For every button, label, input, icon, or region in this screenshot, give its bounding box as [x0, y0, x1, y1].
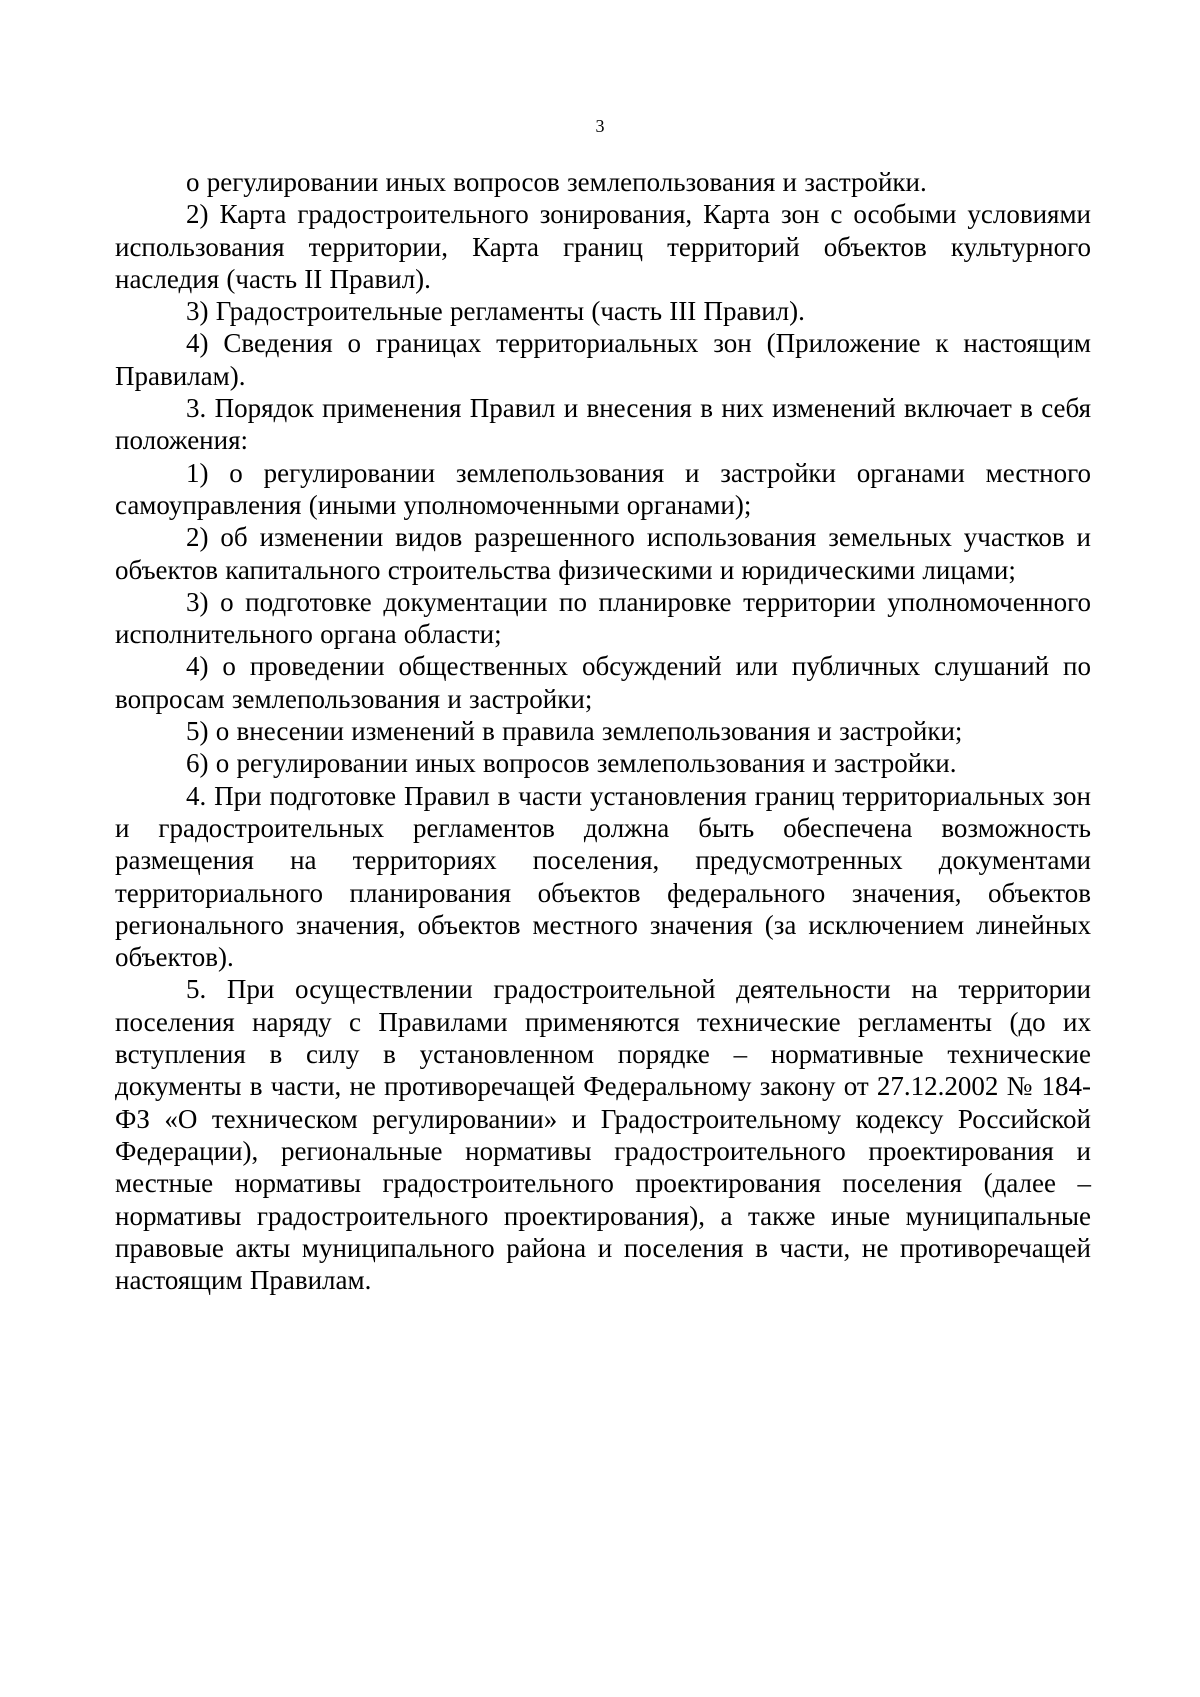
paragraph: о регулировании иных вопросов землепользования и застройки.	[186, 167, 927, 197]
page-number: 3	[595, 116, 605, 136]
document-body	[115, 166, 1091, 1296]
paragraph: 6) о регулировании иных вопросов землепользования и застройки.	[186, 748, 957, 779]
paragraph: 4) о проведении общественных обсуждений или публичных слушаний по вопросам землепользования и застройки;	[115, 651, 1091, 714]
paragraph: 2) Карта градостроительного зонирования, Карта зон с особыми условиями использования территории, Карта границ территорий объектов культурного наследия (часть II Правил).	[115, 199, 1091, 294]
paragraph: 2) об изменении видов разрешенного использования земельных участков и объектов капитального строительства физическими и юридическими лицами;	[115, 522, 1091, 585]
paragraph: 3) Градостроительные регламенты (часть III Правил).	[186, 296, 805, 327]
paragraph: 4) Сведения о границах территориальных зон (Приложение к настоящим Правилам).	[115, 328, 1091, 391]
paragraph: 4. При подготовке Правил в части установления границ территориальных зон и градостроительных регламентов должна быть обеспечена возможность размещения на территориях поселения, предусмотренных документами территориального планирования объектов федерального значения, объектов регионального значения, объектов местного значения (за исключением линейных объектов).	[115, 780, 1091, 973]
paragraph: 3) о подготовке документации по планировке территории уполномоченного исполнительного органа области;	[115, 586, 1091, 650]
paragraph: 5) о внесении изменений в правила землепользования и застройки;	[186, 716, 963, 747]
paragraph: 1) о регулировании землепользования и застройки органами местного самоуправления (иными уполномоченными органами);	[115, 457, 1091, 520]
paragraph: 5. При осуществлении градостроительной деятельности на территории поселения наряду с Правилами применяются технические регламенты (до их вступления в силу в установленном порядке – нормативные технические документы в части, не противоречащей Федеральному закону от 27.12.2002 № 184-ФЗ «О техническом регулировании» и Градостроительному кодексу Российской Федерации), региональные нормативы градостроительного проектирования и местные нормативы градостроительного проектирования поселения (далее – нормативы градостроительного проектирования), а также иные муниципальные правовые акты муниципального района и поселения в части, не противоречащей настоящим Правилам.	[115, 974, 1091, 1296]
paragraph: 3. Порядок применения Правил и внесения в них изменений включает в себя положения:	[115, 393, 1091, 456]
